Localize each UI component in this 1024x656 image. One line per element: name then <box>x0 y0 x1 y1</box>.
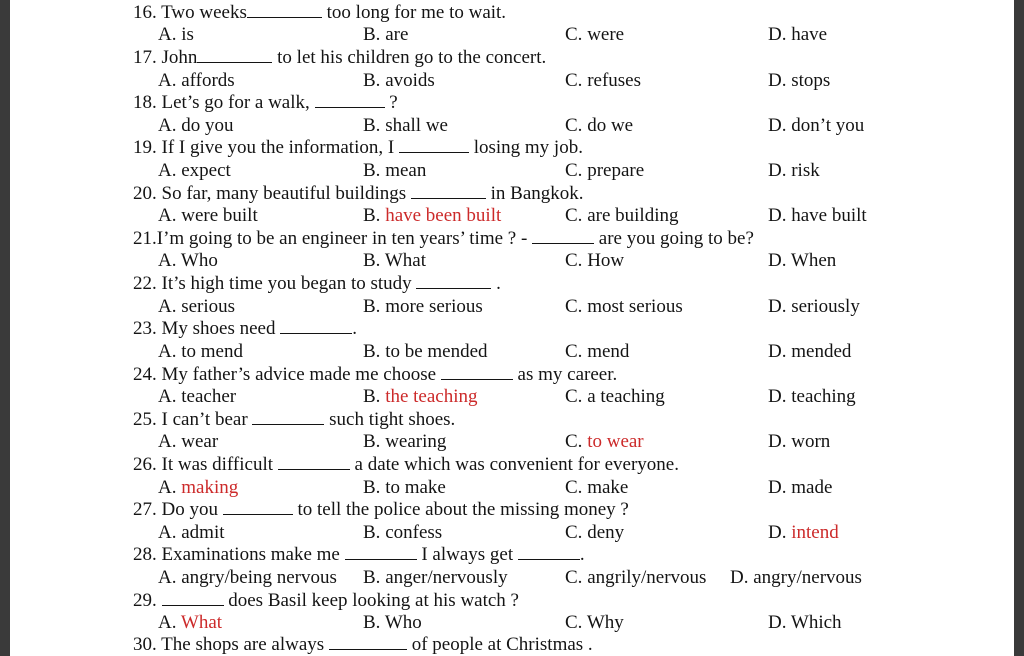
question-text: losing my job. <box>468 137 583 158</box>
option-d[interactable] <box>768 341 851 363</box>
question-text: 26. It was difficult <box>133 454 278 475</box>
question-text: 28. Examinations make me <box>133 544 345 565</box>
option-letter: C. <box>565 612 587 633</box>
option-letter: A. <box>158 70 182 91</box>
option-letter: A. <box>158 250 181 271</box>
answer-blank <box>315 93 385 108</box>
question-text: too long for me to wait. <box>321 2 507 23</box>
option-c[interactable] <box>565 115 633 137</box>
option-b[interactable] <box>363 341 488 363</box>
option-letter: A. <box>158 160 182 181</box>
option-letter: A. <box>158 612 181 633</box>
question-text: 17. John <box>133 47 198 68</box>
option-letter: B. <box>363 567 386 588</box>
option-text: more serious <box>385 296 483 317</box>
answer-blank <box>197 48 272 63</box>
answer-blank <box>278 455 350 470</box>
option-letter: D. <box>730 567 754 588</box>
option-c[interactable] <box>565 205 678 227</box>
option-a[interactable] <box>158 115 233 137</box>
option-d[interactable] <box>768 70 830 92</box>
option-a[interactable] <box>158 567 337 589</box>
option-letter: B. <box>363 431 386 452</box>
option-b[interactable] <box>363 386 478 408</box>
option-c[interactable] <box>565 341 629 363</box>
option-letter: C. <box>565 250 588 271</box>
option-letter: C. <box>565 115 588 136</box>
option-text: Who <box>384 612 422 633</box>
question-27 <box>133 499 629 521</box>
option-d[interactable] <box>768 250 836 272</box>
question-text: I always get <box>416 544 518 565</box>
answer-blank <box>416 274 491 289</box>
option-letter: B. <box>363 477 386 498</box>
answer-blank <box>345 545 417 560</box>
option-text: is <box>181 24 194 45</box>
option-text: worn <box>791 431 831 452</box>
option-letter: A. <box>158 115 182 136</box>
answer-blank <box>247 3 322 18</box>
option-c[interactable] <box>565 612 624 634</box>
highlighted-answer: making <box>181 477 239 498</box>
question-text: of people at Christmas . <box>406 634 593 655</box>
option-text: serious <box>181 296 236 317</box>
option-text: wear <box>181 431 219 452</box>
option-letter: B. <box>363 115 386 136</box>
option-a[interactable] <box>158 160 231 182</box>
option-text: a teaching <box>587 386 665 407</box>
highlighted-answer: to wear <box>587 431 644 452</box>
question-text: . <box>579 544 585 565</box>
option-text: made <box>791 477 833 498</box>
option-letter: B. <box>363 205 386 226</box>
highlighted-answer: the teaching <box>385 386 478 407</box>
option-b[interactable] <box>363 612 422 634</box>
option-text: were <box>587 24 625 45</box>
question-text: 19. If I give you the information, I <box>133 137 399 158</box>
option-letter: C. <box>565 386 588 407</box>
option-letter: B. <box>363 70 386 91</box>
option-text: have <box>791 24 828 45</box>
question-text: 27. Do you <box>133 499 223 520</box>
option-d[interactable] <box>730 567 862 589</box>
option-letter: A. <box>158 296 182 317</box>
option-d[interactable] <box>768 24 827 46</box>
question-text: a date which was convenient for everyone. <box>349 454 679 475</box>
option-letter: A. <box>158 205 182 226</box>
option-text: risk <box>791 160 820 181</box>
option-letter: B. <box>363 522 386 543</box>
option-letter: A. <box>158 522 182 543</box>
question-16 <box>133 2 506 24</box>
option-c[interactable] <box>565 386 665 408</box>
option-letter: C. <box>565 160 588 181</box>
question-28 <box>133 544 585 566</box>
option-text: wearing <box>385 431 447 452</box>
question-text: 25. I can’t bear <box>133 409 253 430</box>
option-letter: D. <box>768 296 792 317</box>
option-text: What <box>384 250 426 271</box>
option-text: mend <box>587 341 630 362</box>
option-text: Why <box>586 612 624 633</box>
option-letter: C. <box>565 431 588 452</box>
option-letter: C. <box>565 296 588 317</box>
question-18 <box>133 92 398 114</box>
option-d[interactable] <box>768 115 864 137</box>
option-text: mended <box>791 341 852 362</box>
option-text: Who <box>180 250 218 271</box>
option-c[interactable] <box>565 567 706 589</box>
option-text: were built <box>181 205 258 226</box>
option-b[interactable] <box>363 296 483 318</box>
question-30 <box>133 634 593 656</box>
question-text: such tight shoes. <box>324 409 456 430</box>
question-29 <box>133 590 519 612</box>
worksheet-page <box>10 0 1014 656</box>
option-text: are building <box>587 205 679 226</box>
option-a[interactable] <box>158 431 218 453</box>
option-text: teacher <box>181 386 237 407</box>
option-text: expect <box>181 160 231 181</box>
option-d[interactable] <box>768 477 832 499</box>
option-d[interactable] <box>768 431 830 453</box>
option-text: refuses <box>587 70 641 91</box>
question-23 <box>133 318 357 340</box>
question-25 <box>133 409 455 431</box>
question-text: 18. Let’s go for a walk, <box>133 92 315 113</box>
answer-blank <box>280 319 352 334</box>
option-a[interactable] <box>158 612 222 634</box>
option-b[interactable] <box>363 70 435 92</box>
option-c[interactable] <box>565 522 624 544</box>
answer-blank <box>441 365 513 380</box>
question-text: 22. It’s high time you began to study <box>133 273 417 294</box>
option-text: to be mended <box>385 341 488 362</box>
question-text: 30. The shops are always <box>133 634 329 655</box>
option-text: How <box>587 250 625 271</box>
question-text: 23. My shoes need <box>133 318 281 339</box>
option-letter: B. <box>363 160 386 181</box>
option-c[interactable] <box>565 160 644 182</box>
answer-blank <box>532 229 594 244</box>
question-21 <box>133 228 754 250</box>
option-text: angry/being nervous <box>181 567 337 588</box>
option-letter: D. <box>768 477 792 498</box>
option-b[interactable] <box>363 24 408 46</box>
option-letter: B. <box>363 341 386 362</box>
question-19 <box>133 137 583 159</box>
option-text: do you <box>181 115 234 136</box>
option-c[interactable] <box>565 250 624 272</box>
option-letter: D. <box>768 612 791 633</box>
option-letter: B. <box>363 612 385 633</box>
question-text: to let his children go to the concert. <box>272 47 547 68</box>
option-letter: A. <box>158 24 182 45</box>
option-d[interactable] <box>768 386 856 408</box>
option-c[interactable] <box>565 24 624 46</box>
question-text: does Basil keep looking at his watch ? <box>223 590 519 611</box>
highlighted-answer: What <box>180 612 223 633</box>
option-d[interactable] <box>768 522 839 544</box>
option-a[interactable] <box>158 70 235 92</box>
option-text: angrily/nervous <box>587 567 707 588</box>
option-letter: A. <box>158 431 182 452</box>
answer-blank <box>162 591 224 606</box>
option-text: avoids <box>385 70 435 91</box>
option-a[interactable] <box>158 296 235 318</box>
option-a[interactable] <box>158 205 258 227</box>
highlighted-answer: have been built <box>385 205 502 226</box>
option-text: prepare <box>587 160 645 181</box>
question-22 <box>133 273 501 295</box>
option-b[interactable] <box>363 250 426 272</box>
question-text: to tell the police about the missing money ? <box>292 499 629 520</box>
option-letter: C. <box>565 567 588 588</box>
option-letter: C. <box>565 522 588 543</box>
answer-blank <box>411 184 486 199</box>
question-text: 24. My father’s advice made me choose <box>133 364 441 385</box>
option-a[interactable] <box>158 386 236 408</box>
option-letter: C. <box>565 477 588 498</box>
question-text: . <box>352 318 357 339</box>
option-b[interactable] <box>363 115 448 137</box>
option-d[interactable] <box>768 160 820 182</box>
option-letter: D. <box>768 522 792 543</box>
option-text: most serious <box>587 296 683 317</box>
option-c[interactable] <box>565 70 641 92</box>
option-text: When <box>790 250 837 271</box>
option-text: to make <box>385 477 446 498</box>
option-d[interactable] <box>768 296 860 318</box>
answer-blank <box>518 545 580 560</box>
option-letter: C. <box>565 70 588 91</box>
option-letter: A. <box>158 386 182 407</box>
option-text: to mend <box>181 341 243 362</box>
option-text: have built <box>791 205 867 226</box>
option-c[interactable] <box>565 477 628 499</box>
option-text: admit <box>181 522 225 543</box>
option-letter: D. <box>768 431 792 452</box>
option-text: Which <box>790 612 842 633</box>
option-text: stops <box>791 70 831 91</box>
question-text: 16. Two weeks <box>133 2 247 23</box>
option-text: anger/nervously <box>385 567 508 588</box>
question-24 <box>133 364 617 386</box>
option-b[interactable] <box>363 205 501 227</box>
question-text: as my career. <box>512 364 618 385</box>
answer-blank <box>399 138 469 153</box>
option-letter: A. <box>158 477 182 498</box>
option-c[interactable] <box>565 431 644 453</box>
option-letter: D. <box>768 160 792 181</box>
option-letter: D. <box>768 250 791 271</box>
question-text: ? <box>384 92 398 113</box>
option-letter: D. <box>768 341 792 362</box>
question-17 <box>133 47 546 69</box>
option-a[interactable] <box>158 522 225 544</box>
answer-blank <box>223 500 293 515</box>
question-text: . <box>491 273 501 294</box>
option-d[interactable] <box>768 612 842 634</box>
right-window-edge <box>1014 0 1024 656</box>
option-b[interactable] <box>363 431 446 453</box>
question-text: in Bangkok. <box>485 183 584 204</box>
option-letter: B. <box>363 24 386 45</box>
option-text: do we <box>587 115 634 136</box>
option-text: mean <box>385 160 427 181</box>
option-c[interactable] <box>565 296 683 318</box>
option-text: confess <box>385 522 443 543</box>
option-letter: D. <box>768 386 792 407</box>
option-text: deny <box>587 522 625 543</box>
left-window-edge <box>0 0 10 656</box>
option-letter: B. <box>363 386 386 407</box>
question-26 <box>133 454 679 476</box>
option-b[interactable] <box>363 160 426 182</box>
question-text: 29. <box>133 590 162 611</box>
option-letter: B. <box>363 250 385 271</box>
answer-blank <box>252 410 324 425</box>
option-b[interactable] <box>363 477 446 499</box>
answer-blank <box>329 635 407 650</box>
option-letter: D. <box>768 115 792 136</box>
option-b[interactable] <box>363 567 508 589</box>
question-20 <box>133 183 584 205</box>
option-letter: B. <box>363 296 386 317</box>
option-letter: D. <box>768 205 792 226</box>
option-text: make <box>587 477 629 498</box>
option-text: angry/nervous <box>753 567 862 588</box>
option-a[interactable] <box>158 341 243 363</box>
option-letter: A. <box>158 341 182 362</box>
option-letter: D. <box>768 70 792 91</box>
option-d[interactable] <box>768 205 867 227</box>
option-text: seriously <box>791 296 860 317</box>
question-text: 21.I’m going to be an engineer in ten years’ time ? - <box>133 228 533 249</box>
option-text: don’t you <box>791 115 865 136</box>
option-letter: C. <box>565 24 588 45</box>
option-text: teaching <box>791 386 856 407</box>
option-a[interactable] <box>158 24 194 46</box>
option-text: are <box>385 24 409 45</box>
option-letter: C. <box>565 341 588 362</box>
question-text: are you going to be? <box>594 228 754 249</box>
option-b[interactable] <box>363 522 442 544</box>
option-a[interactable] <box>158 477 238 499</box>
option-text: affords <box>181 70 235 91</box>
option-a[interactable] <box>158 250 218 272</box>
option-letter: C. <box>565 205 588 226</box>
option-letter: A. <box>158 567 182 588</box>
option-letter: D. <box>768 24 792 45</box>
question-text: 20. So far, many beautiful buildings <box>133 183 411 204</box>
highlighted-answer: intend <box>791 522 839 543</box>
option-text: shall we <box>385 115 448 136</box>
